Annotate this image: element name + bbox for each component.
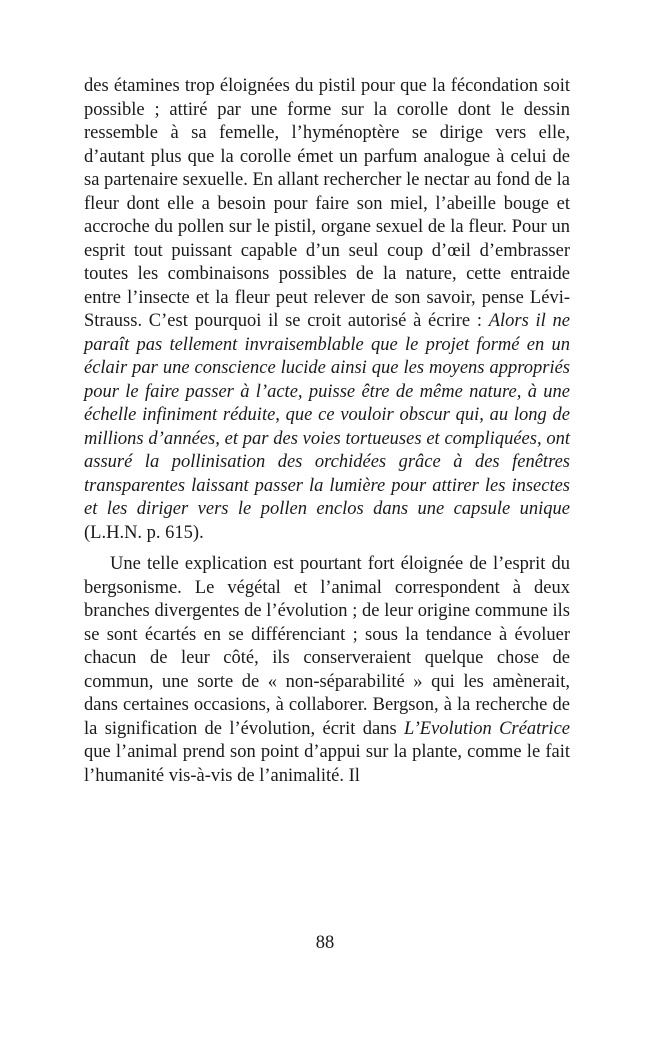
citation: (L.H.N. p. 615). [84,522,204,543]
paragraph-2-text-end: que l’animal prend son point d’appui sur la plante, comme le fait l’humanité vis-à-vis de l’animalité. Il [84,742,570,786]
paragraph-2-text: Une telle explication est pourtant fort éloignée de l’esprit du bergsonisme. Le végétal et l’animal correspondent à deux branches divergentes de l’évolution ; de leur origine commune ils se sont écartés en se différenciant ; sous la tendance à évoluer chacun de leur côté, ils conserveraient quelque chose de commun, une sorte de « non-séparabilité » qui les amènerait, dans certaines occasions, à collaborer. Bergson, à la recherche de la signification de l’évolution, écrit dans [84,554,570,739]
page-body [84,75,570,788]
book-title: L’Evolution Créatrice [404,718,570,739]
paragraph-1 [84,75,570,545]
page-number: 88 [315,933,335,953]
paragraph-1-text: des étamines trop éloignées du pistil pour que la fécondation soit possible ; attiré par une forme sur la corolle dont le dessin ressemble à sa femelle, l’hyménoptère se dirige vers elle, d’autant plus que la corolle émet un parfum analogue à celui de sa partenaire sexuelle. En allant rechercher le nectar au fond de la fleur dont elle a besoin pour faire son miel, l’abeille bouge et accroche du pollen sur le pistil, organe sexuel de la fleur. Pour un esprit tout puissant capable d’un seul coup d’œil d’embrasser toutes les combinaisons possibles de la nature, cette entraide entre l’insecte et la fleur peut relever de son savoir, pense Lévi-Strauss. C’est pourquoi il se croit autorisé à écrire : [84,76,570,331]
paragraph-2 [84,553,570,788]
levi-strauss-quote: Alors il ne paraît pas tellement invraisemblable que le projet formé en un éclair par une conscience lucide ainsi que les moyens appropriés pour le faire passer à l’acte, puisse être de même nature, à une échelle infiniment réduite, que ce vouloir obscur qui, au long de millions d’années, et par des voies tortueuses et compliquées, ont assuré la pollinisation des orchidées grâce à des fenêtres transparentes laissant passer la lumière pour attirer les insectes et les diriger vers le pollen enclos dans une capsule unique [84,311,570,519]
